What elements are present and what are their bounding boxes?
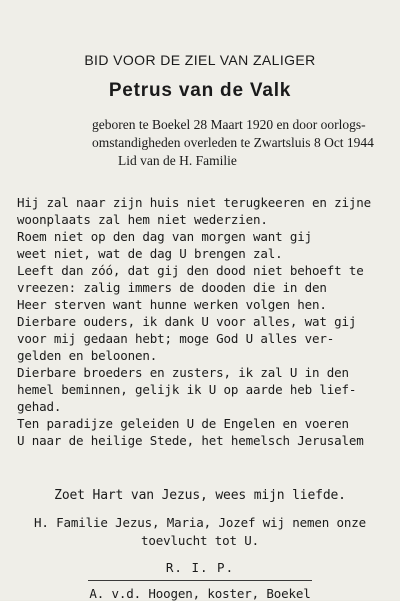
membership-line: Lid van de H. Familie — [118, 153, 237, 168]
memorial-line: woonplaats zal hem niet wederzien. — [17, 212, 268, 227]
holy-family-line: toevlucht tot U. — [140, 533, 259, 548]
birth-death-details — [92, 116, 384, 170]
deceased-name: Petrus van de Valk — [108, 80, 292, 101]
holy-family-line: H. Familie Jezus, Maria, Jozef wij nemen onze — [34, 515, 366, 530]
intro-line: geboren te Boekel 28 Maart 1920 en door oorlogs- — [92, 117, 366, 132]
rip-text: R. I. P. — [165, 560, 235, 575]
prayer-heading: BID VOOR DE ZIEL VAN ZALIGER — [84, 52, 316, 68]
memorial-line: Ten paradijze geleiden U de Engelen en voeren — [17, 416, 349, 431]
memorial-line: vreezen: zalig immers de dooden die in den — [17, 280, 327, 295]
memorial-line: Hij zal naar zijn huis niet terugkeeren en zijne — [17, 195, 372, 210]
divider — [88, 580, 312, 581]
memorial-text — [17, 194, 389, 449]
memorial-line: gehad. — [17, 399, 62, 414]
memorial-line: hemel beminnen, gelijk ik U op aarde heb lief- — [17, 382, 357, 397]
memorial-line: Dierbare ouders, ik dank U voor alles, wat gij — [17, 314, 357, 329]
memorial-line: Leeft dan zóó, dat gij den dood niet behoeft te — [17, 263, 364, 278]
memorial-line: Roem niet op den dag van morgen want gij — [17, 229, 313, 244]
memorial-line: weet niet, wat de dag U brengen zal. — [17, 246, 283, 261]
memorial-line: Dierbare broeders en zusters, ik zal U in den — [17, 365, 349, 380]
memorial-line: voor mij gedaan hebt; moge God U alles ver- — [17, 331, 335, 346]
intro-line: omstandigheden overleden te Zwartsluis 8 Oct 1944 — [92, 135, 374, 150]
memorial-line: U naar de heilige Stede, het hemelsch Jerusalem — [17, 433, 364, 448]
memorial-line: gelden en beloonen. — [17, 348, 158, 363]
memorial-line: Heer sterven want hunne werken volgen hen. — [17, 297, 327, 312]
motto: Zoet Hart van Jezus, wees mijn liefde. — [54, 488, 346, 503]
printer-credit: A. v.d. Hoogen, koster, Boekel — [89, 586, 311, 601]
